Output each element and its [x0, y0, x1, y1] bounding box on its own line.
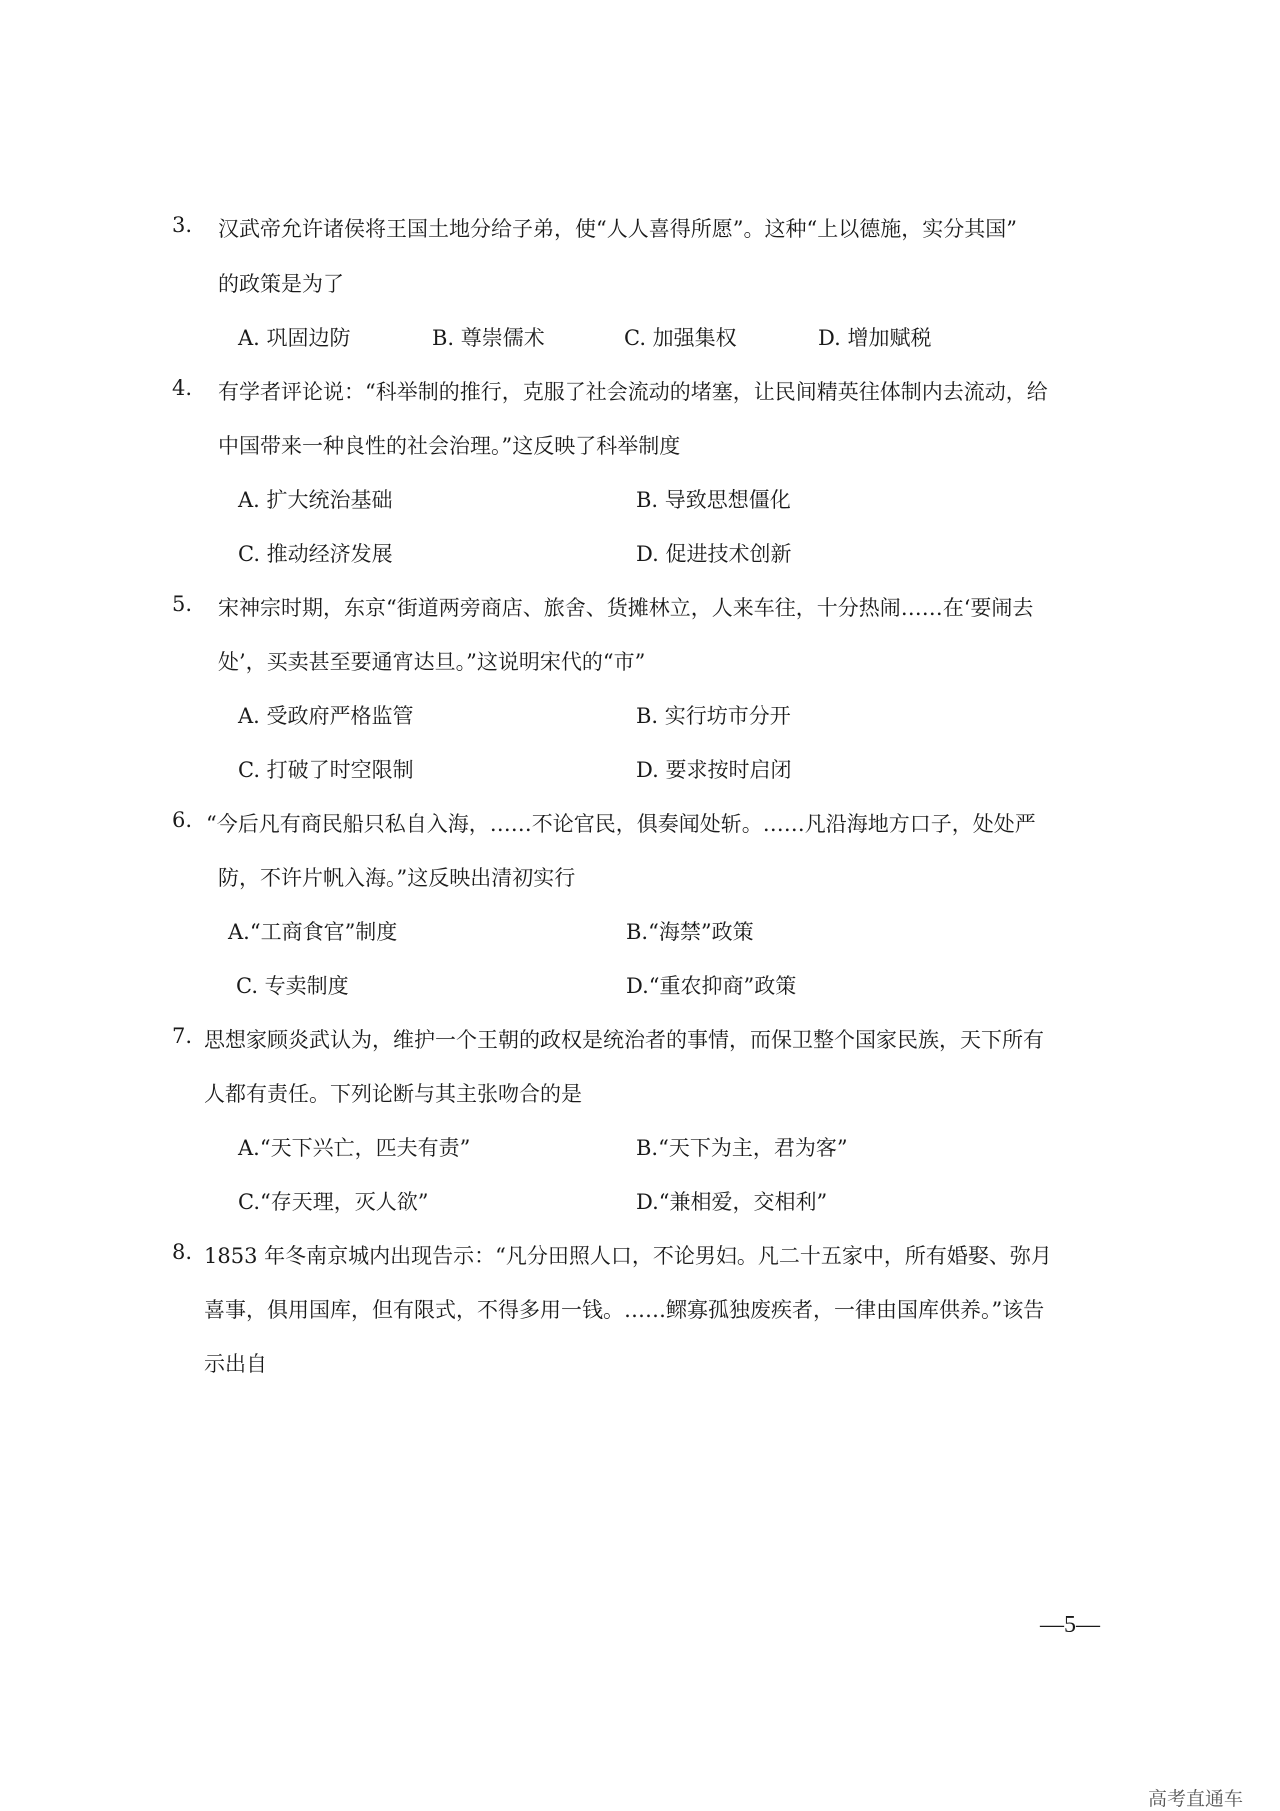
option-d[interactable]: D. 促进技术创新 — [636, 542, 792, 566]
question-number: 4. — [172, 376, 193, 400]
option-c[interactable]: C. 专卖制度 — [236, 974, 349, 998]
watermark: 高考直通车 — [1148, 1788, 1244, 1810]
question-stem-line: 有学者评论说：“科举制的推行，克服了社会流动的堵塞，让民间精英往体制内去流动，给 — [218, 380, 1048, 404]
option-b[interactable]: B.“海禁”政策 — [626, 920, 754, 944]
question-stem-line: 人都有责任。下列论断与其主张吻合的是 — [204, 1082, 582, 1106]
question-number: 6. — [172, 808, 193, 832]
option-c[interactable]: C.“存天理，灭人欲” — [238, 1190, 429, 1214]
question-number: 8. — [172, 1240, 193, 1264]
option-b[interactable]: B. 实行坊市分开 — [636, 704, 791, 728]
question-stem-line: 思想家顾炎武认为，维护一个王朝的政权是统治者的事情，而保卫整个国家民族，天下所有 — [204, 1028, 1044, 1052]
option-c[interactable]: C. 推动经济发展 — [238, 542, 393, 566]
option-a[interactable]: A. 扩大统治基础 — [238, 488, 393, 512]
option-b[interactable]: B. 导致思想僵化 — [636, 488, 791, 512]
question-number: 3. — [172, 213, 193, 237]
question-stem-line: 防，不许片帆入海。”这反映出清初实行 — [218, 866, 576, 890]
question-number: 7. — [172, 1024, 193, 1048]
question-stem-line: 汉武帝允许诸侯将王国土地分给子弟，使“人人喜得所愿”。这种“上以德施，实分其国” — [218, 217, 1017, 241]
option-a[interactable]: A. 受政府严格监管 — [238, 704, 414, 728]
question-stem-line: 喜事，俱用国库，但有限式，不得多用一钱。……鳏寡孤独废疾者，一律由国库供养。”该告 — [204, 1298, 1045, 1322]
option-a[interactable]: A. 巩固边防 — [238, 326, 351, 350]
option-d[interactable]: D.“兼相爱，交相利” — [636, 1190, 828, 1214]
option-a[interactable]: A.“天下兴亡，匹夫有责” — [238, 1136, 471, 1160]
question-stem-line: 处’，买卖甚至要通宵达旦。”这说明宋代的“市” — [218, 650, 646, 674]
option-d[interactable]: D.“重农抑商”政策 — [626, 974, 797, 998]
option-a[interactable]: A.“工商食官”制度 — [228, 920, 398, 944]
option-d[interactable]: D. 要求按时启闭 — [636, 758, 792, 782]
question-stem-line: “今后凡有商民船只私自入海，……不论官民，俱奏闻处斩。……凡沿海地方口子，处处严 — [206, 812, 1036, 836]
question-stem-line: 宋神宗时期，东京“街道两旁商店、旅舍、货摊林立，人来车往，十分热闹……在‘要闹去 — [218, 596, 1034, 620]
question-stem-line: 的政策是为了 — [218, 272, 344, 296]
option-c[interactable]: C. 加强集权 — [624, 326, 737, 350]
page-number: —5— — [1040, 1612, 1100, 1638]
question-number: 5. — [172, 592, 193, 616]
option-b[interactable]: B.“天下为主，君为客” — [636, 1136, 848, 1160]
option-c[interactable]: C. 打破了时空限制 — [238, 758, 414, 782]
question-stem-line: 中国带来一种良性的社会治理。”这反映了科举制度 — [218, 434, 681, 458]
option-b[interactable]: B. 尊崇儒术 — [432, 326, 545, 350]
option-d[interactable]: D. 增加赋税 — [818, 326, 932, 350]
question-stem-line: 示出自 — [204, 1352, 267, 1376]
question-stem-line: 1853 年冬南京城内出现告示：“凡分田照人口，不论男妇。凡二十五家中，所有婚娶、弥月 — [204, 1244, 1052, 1268]
